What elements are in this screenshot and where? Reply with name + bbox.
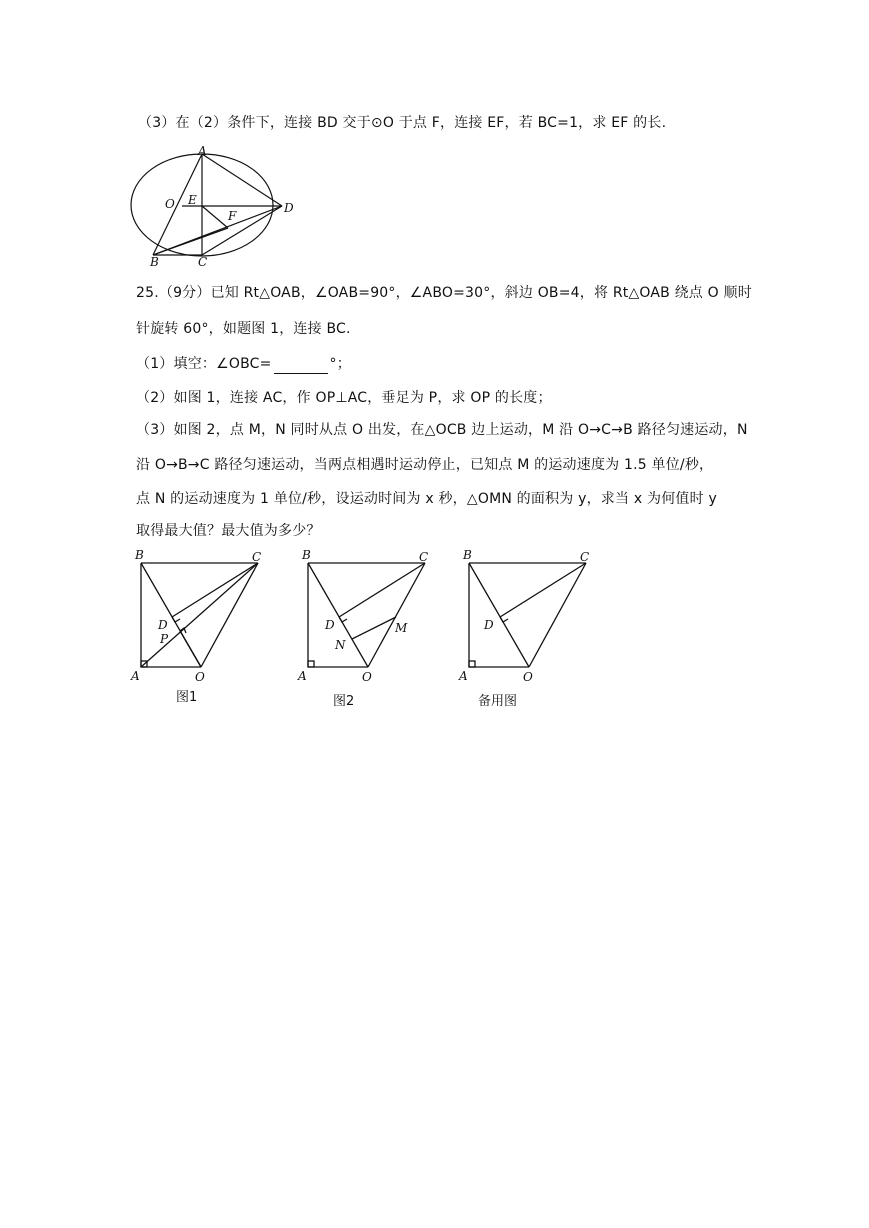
fig3-label-D: D bbox=[484, 618, 494, 632]
q25-intro-line1: 25.（9分）已知 Rt△OAB，∠OAB=90°，∠ABO=30°，斜边 OB=4，将 Rt△OAB 绕点 O 顺时 bbox=[136, 285, 752, 301]
fig2-label-O: O bbox=[362, 670, 372, 684]
label-C: C bbox=[198, 255, 208, 267]
fig2-label-B: B bbox=[302, 548, 311, 562]
q25-part2: （2）如图 1，连接 AC，作 OP⊥AC，垂足为 P，求 OP 的长度； bbox=[136, 390, 552, 406]
fig3-label-O: O bbox=[523, 670, 533, 684]
fig1-label-C: C bbox=[252, 550, 262, 564]
fig1-label-D: D bbox=[158, 618, 168, 632]
q25-part3-line2: 沿 O→B→C 路径匀速运动，当两点相遇时运动停止，已知点 M 的运动速度为 1.5 单位/秒， bbox=[136, 457, 714, 473]
label-D: D bbox=[284, 201, 294, 215]
label-E: E bbox=[188, 193, 197, 207]
label-O: O bbox=[165, 197, 175, 211]
answer-blank[interactable] bbox=[274, 359, 328, 374]
figure-2 bbox=[295, 545, 435, 685]
q25-part3-line3: 点 N 的运动速度为 1 单位/秒，设运动时间为 x 秒，△OMN 的面积为 y，求当 x 为何值时 y bbox=[136, 491, 717, 507]
fig2-label-A: A bbox=[298, 669, 307, 683]
q25-part1 bbox=[136, 354, 351, 374]
q24-part3-text: （3）在（2）条件下，连接 BD 交于⊙O 于点 F，连接 EF，若 BC=1，求 EF 的长. bbox=[138, 115, 667, 131]
label-F: F bbox=[228, 209, 237, 223]
fig3-label-C: C bbox=[580, 550, 590, 564]
fig1-label-P: P bbox=[160, 632, 169, 646]
figure-backup bbox=[456, 545, 596, 685]
q25-part3-line1: （3）如图 2，点 M，N 同时从点 O 出发，在△OCB 边上运动，M 沿 O→C→B 路径匀速运动，N bbox=[136, 422, 748, 438]
figure-1-caption: 图1 bbox=[176, 690, 198, 705]
figure-2-caption: 图2 bbox=[333, 694, 355, 709]
figure-1 bbox=[128, 545, 268, 685]
fig1-label-B: B bbox=[135, 548, 144, 562]
fig1-label-A: A bbox=[131, 669, 140, 683]
label-A: A bbox=[198, 144, 207, 158]
circle-figure bbox=[120, 142, 310, 267]
fig3-label-A: A bbox=[459, 669, 468, 683]
q25-part3-line4: 取得最大值？最大值为多少？ bbox=[136, 523, 321, 539]
fig2-label-C: C bbox=[419, 550, 429, 564]
label-B: B bbox=[150, 255, 159, 267]
fig2-label-N: N bbox=[335, 638, 346, 652]
fig1-label-O: O bbox=[195, 670, 205, 684]
q25-part1-suffix: °； bbox=[329, 356, 351, 372]
q25-part1-prefix: （1）填空：∠OBC= bbox=[136, 356, 272, 372]
figure-backup-caption: 备用图 bbox=[478, 694, 518, 709]
q25-intro-line2: 针旋转 60°，如题图 1，连接 BC. bbox=[136, 321, 351, 337]
fig2-label-D: D bbox=[325, 618, 335, 632]
fig3-label-B: B bbox=[463, 548, 472, 562]
fig2-label-M: M bbox=[395, 621, 408, 635]
